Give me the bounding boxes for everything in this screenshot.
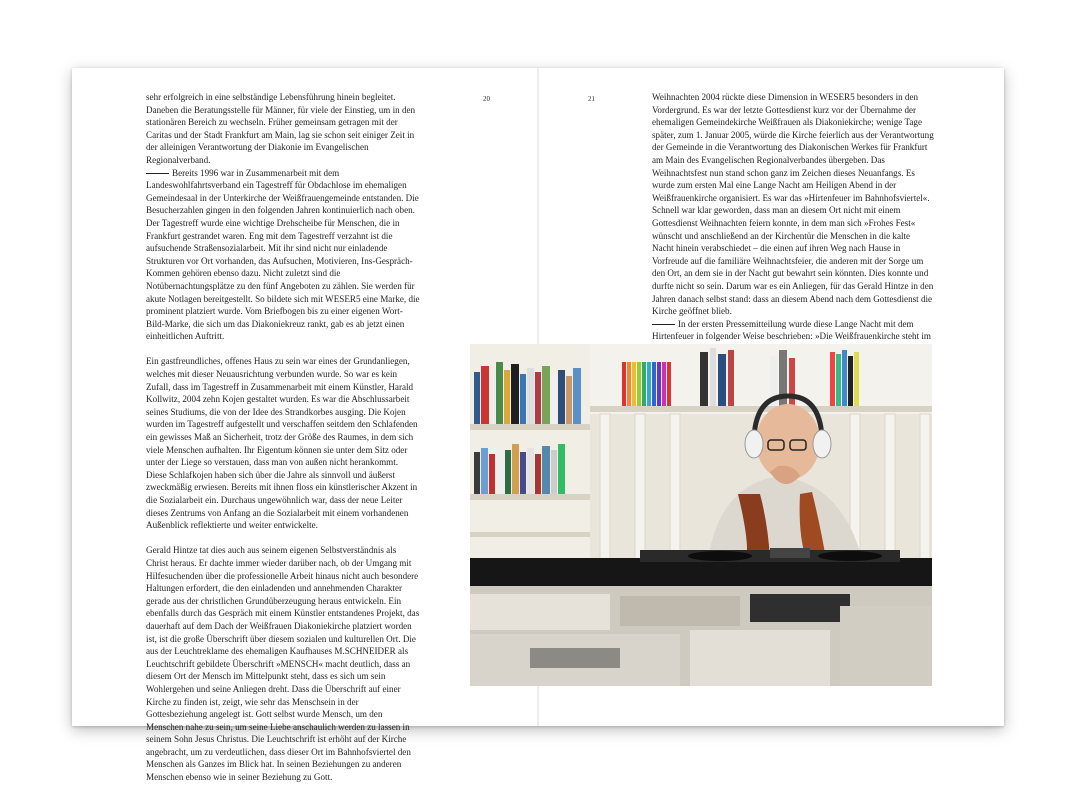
- paragraph-rule: [146, 173, 169, 174]
- left-page-text: [146, 91, 420, 784]
- paragraph: Weihnachten 2004 rückte diese Dimension in WESER5 besonders in den Vordergrund. Es war der letzte Gottesdienst kurz vor der Übernahme der ehemaligen Gemeindekirche Weißfrauen als Diakoniekirche; wenige Tage später, zum 1. Januar 2005, würde die Kirche feierlich aus der Verantwortung der Gemeinde in die Verantwortung des Diakonischen Werkes für Frankfurt am Main des Evangelischen Regionalverbandes übergeben. Das Weihnachtsfest nun stand schon ganz im Zeichen dieses Neuanfangs. Es wurde zum ersten Mal eine Lange Nacht am Heiligen Abend in der Weißfrauenkirche organisiert. Es war das »Hirtenfeuer im Bahnhofsviertel«. Schnell war klar geworden, dass man an diesem Ort nicht mit einem Gottesdienst Weihnachten feiern konnte, in dem man sich »Frohes Fest« wünscht und anschließend an der Kirchentür die Menschen in die kalte Nacht hinein verabschiedet – die einen auf ihren Weg nach Hause in Vorfreude auf die familiäre Weihnachtsfeier, die anderen mit der Sorge um den Ort, an dem sie in der Nacht gut bewahrt sein könnten. Dies konnte und durfte nicht so sein. Darum war es ein Anliegen, für das Gerald Hintze in den Jahren danach selbst stand: dass an diesem Abend nach dem Gottesdienst die Kirche geöffnet blieb.: [652, 92, 934, 317]
- photo-image: [470, 344, 932, 686]
- paragraph: Ein gastfreundliches, offenes Haus zu sein war eines der Grundanliegen, welches mit dieser Neuausrichtung verbunden wurde. So war es kein Zufall, dass im Tagestreff in Zusammenarbeit mit einem Künstler, Harald Kollwitz, 2004 zehn Kojen gestaltet wurden. Es war die Abschlussarbeit seines Studiums, die von der Idee des Strandkorbes ausging. Die Kojen wurden im Tagestreff aufgestellt und verschaffen seitdem den Schlafenden ein gewisses Maß an Sicherheit, trotz der Größe des Raumes, in dem sich viele Menschen aufhalten. Ihr Eigentum können sie unter dem Sitz oder unter der Liege so verstauen, dass man von außen nicht herankommt. Diese Schlafkojen haben sich über die Jahre als sinnvoll und äußerst zweckmäßig erwiesen. Bereits mit ihnen floss ein künstlerischer Akzent in die Sozialarbeit ein. Durchaus ungewöhnlich war, dass der neue Leiter dieses Zentrums von Anfang an die Sozialarbeit mit einem vorhandenen Außenblick reflektierte und weiter entwickelte.: [146, 356, 418, 531]
- right-page-number: 21: [588, 95, 595, 103]
- paragraph: In der ersten Pressemitteilung wurde diese Lange Nacht mit dem Hirtenfeuer in folgender Weise beschrieben: »Die Weißfrauenkirche steht im: [652, 318, 931, 342]
- paragraph: sehr erfolgreich in eine selbständige Lebensführung hinein begleitet. Daneben die Beratungsstelle für Männer, für viele der Einstieg, um in den stationären Bereich zu wechseln. Früher gemeinsam getragen mit der Caritas und der Stadt Frankfurt am Main, lag sie schon seit einiger Zeit in der alleinigen Verantwortung der Diakonie im Evangelischen Regionalverband.: [146, 92, 416, 165]
- book-spread: [72, 68, 1004, 783]
- photo: [470, 344, 932, 686]
- right-page-text: [652, 91, 934, 355]
- left-page-number: 20: [483, 95, 490, 103]
- paragraph: Bereits 1996 war in Zusammenarbeit mit dem Landeswohlfahrtsverband ein Tagestreff für Obdachlose im ehemaligen Gemeindesaal in der Unterkirche der Weißfrauengemeinde entstanden. Die Besucherzahlen gingen in den folgenden Jahren kontinuierlich nach oben. Der Tagestreff wurde eine wichtige Drehscheibe für Menschen, die in Frankfurt gestrandet waren. Eng mit dem Tagestreff verzahnt ist die aufsuchende Straßensozialarbeit. Mit ihr sind nicht nur einladende Strukturen vor Ort vorhanden, das Aufsuchen, Motivieren, Ins-Gespräch-Kommen gehören ebenso dazu. Nicht zuletzt sind die Notübernachtungsplätze zu den fünf Angeboten zu zählen. Sie werden für akute Notlagen bereitgestellt. So bildete sich mit WESER5 eine Marke, die prominent platziert wurde. Vom Briefbogen bis zu einer eigenen Wort-Bild-Marke, die sich um das Diakoniekreuz rankt, gab es ab jetzt einen einheitlichen Auftritt.: [146, 167, 420, 342]
- paragraph-rule: [652, 324, 675, 325]
- paragraph: Gerald Hintze tat dies auch aus seinem eigenen Selbstverständnis als Christ heraus. Er dachte immer wieder darüber nach, ob der Umgang mit Hilfesuchenden über die professionelle Arbeit hinaus nicht auch besondere Haltungen erfordert, die den einladenden und annehmenden Charakter gerade aus der christlichen Grundüberzeugung heraus entwickeln. Ein ebenfalls durch das Gespräch mit einem Künstler entstandenes Projekt, das dauerhaft auf dem Dach der Weißfrauen Diakoniekirche platziert worden ist, ist die große Überschrift über diesem sozialen und kulturellen Ort. Die aus der Leuchtreklame des ehemaligen Kaufhauses M.SCHNEIDER als Leuchtschrift gebildete Überschrift »MENSCH« macht deutlich, dass an diesem Ort der Mensch im Mittelpunkt steht, dass es sich um sein Wohlergehen und seine Anliegen dreht. Dass die Überschrift auf einer Kirche zu finden ist, zeigt, wie sehr das Menschsein in der Gottesbeziehung angelegt ist. Gott selbst wurde Mensch, um den Menschen nahe zu sein, um seine Liebe anschaulich werden zu lassen in seinem Sohn Jesus Christus. Die Leuchtschrift ist erhöht auf der Kirche angebracht, um zu verdeutlichen, dass dieser Ort im Bahnhofsviertel den Menschen als Ganzes im Blick hat. In seinen Beziehungen zu anderen Menschen ebenso wie in seiner Beziehung zu Gott.: [146, 545, 420, 783]
